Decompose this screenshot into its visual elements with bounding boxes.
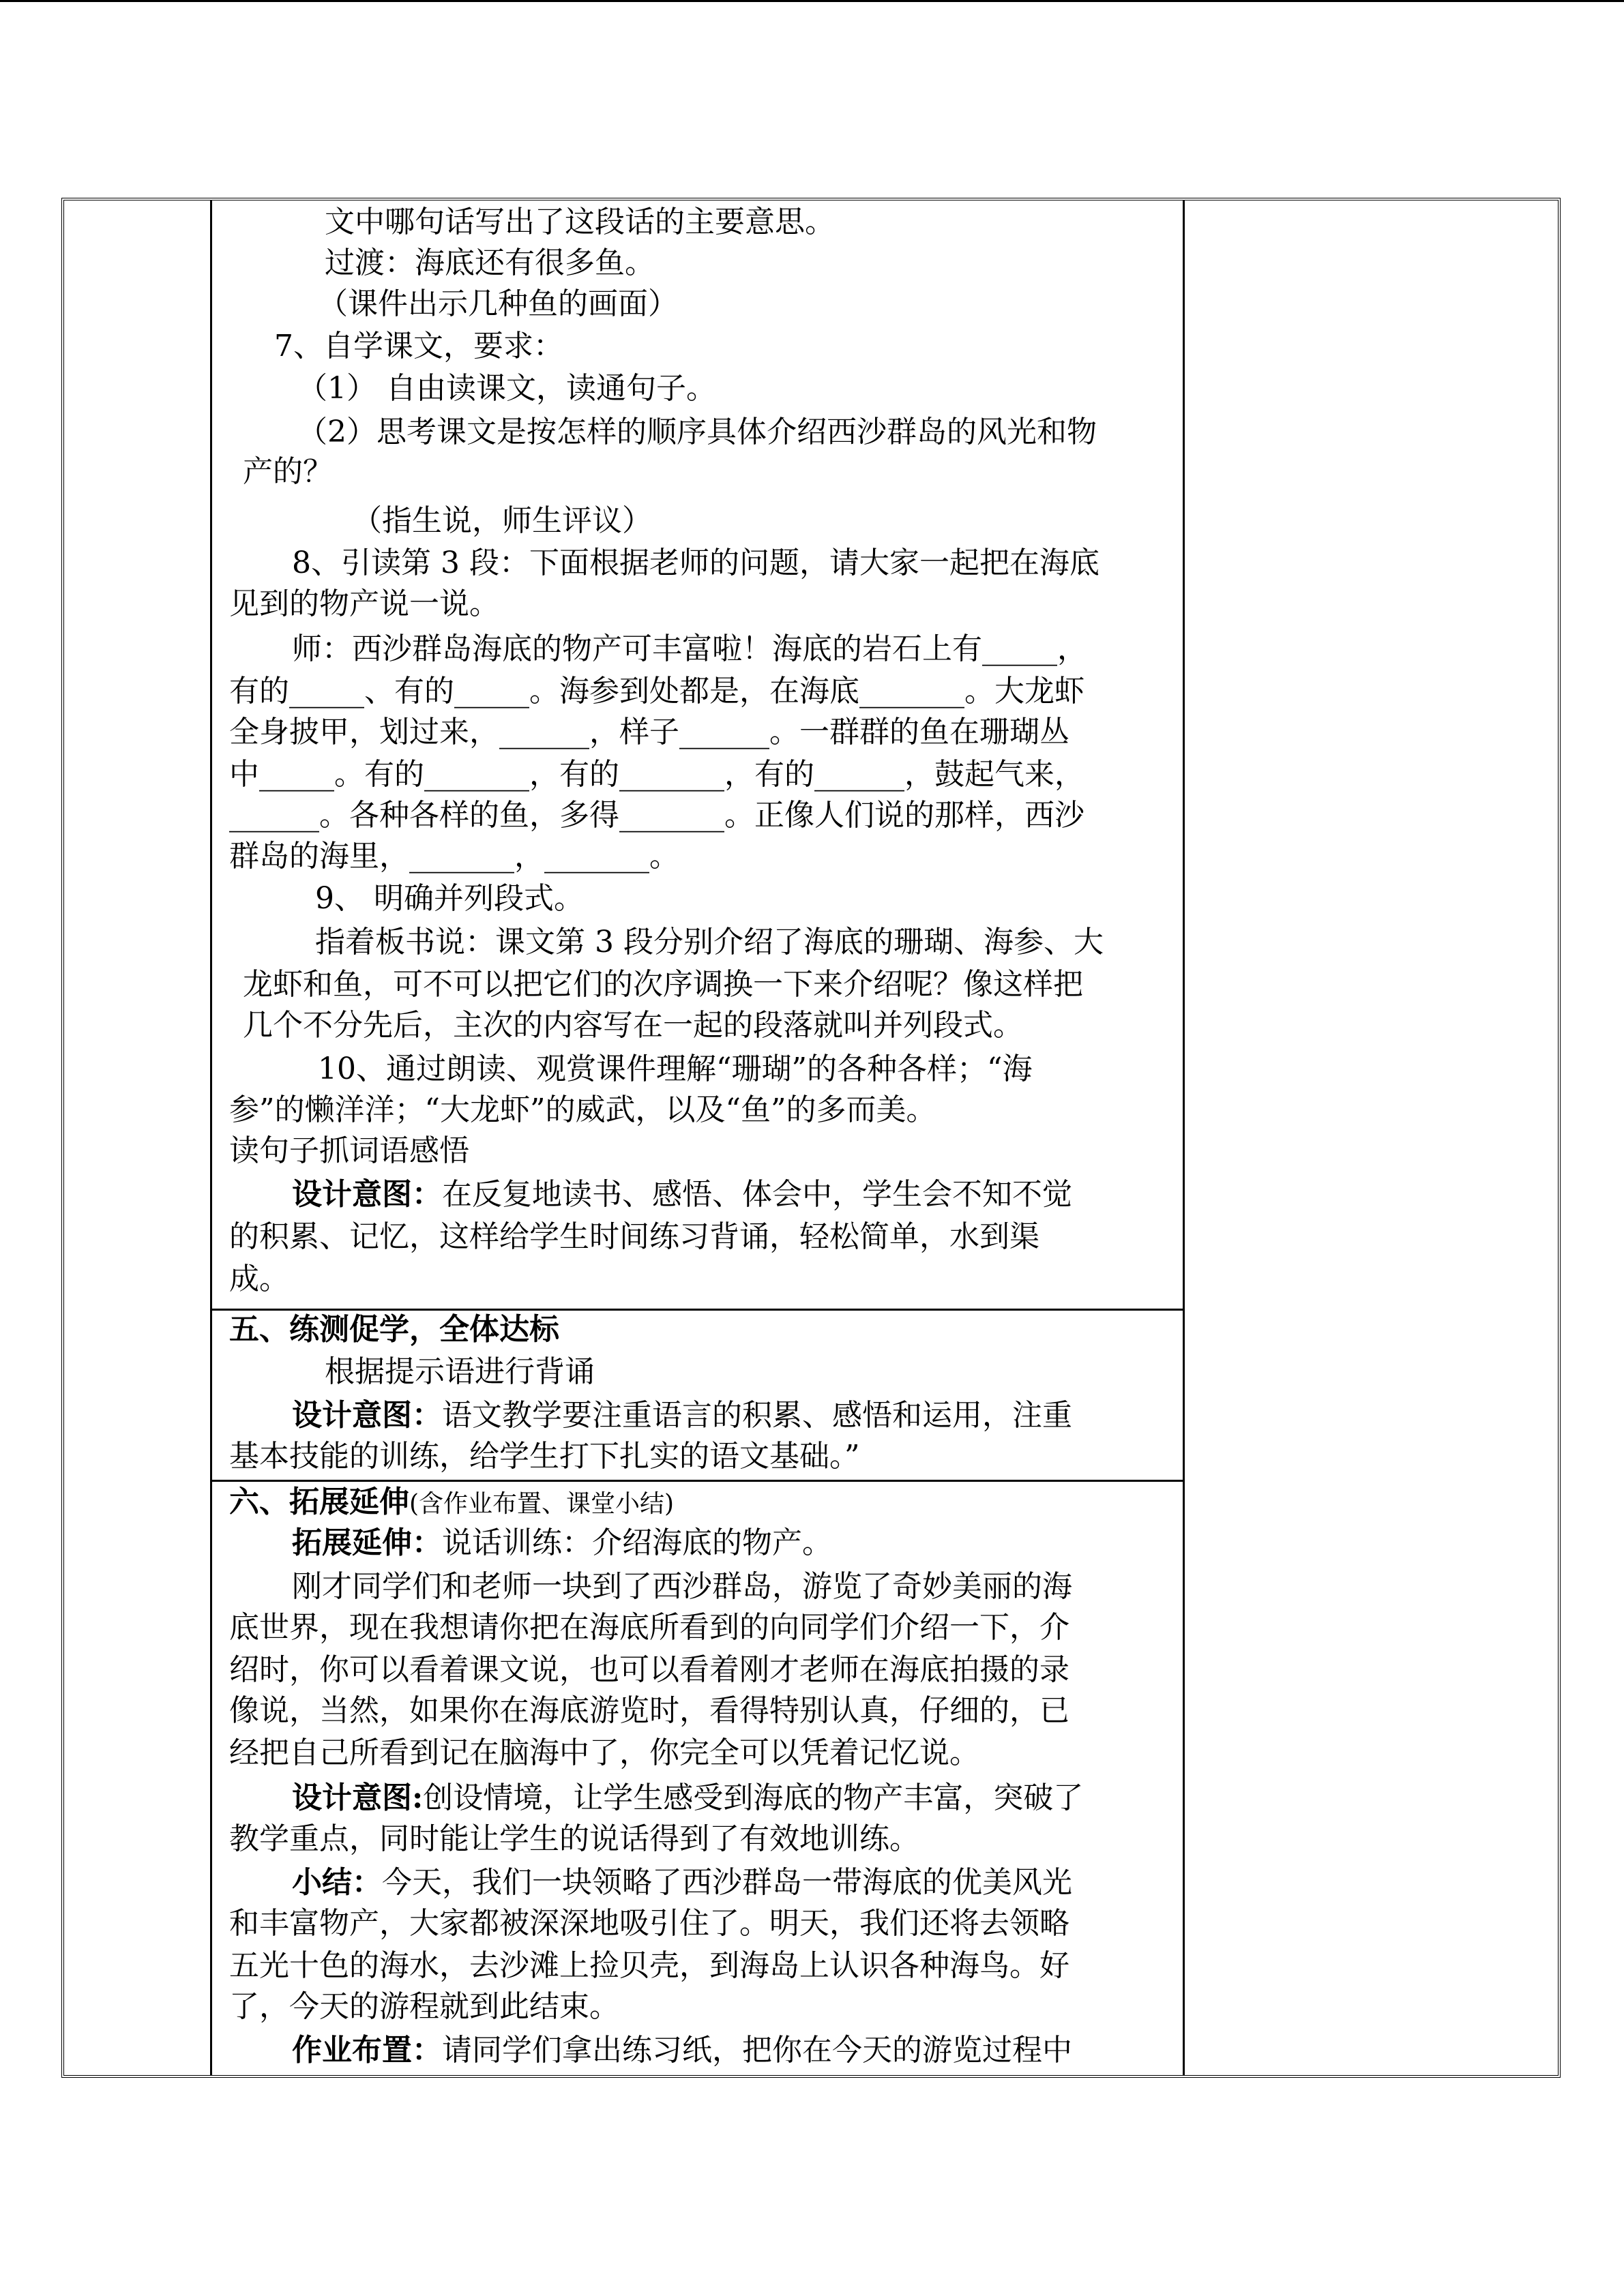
text-line: 五光十色的海水，去沙滩上捡贝壳，到海岛上认识各种海鸟。好 bbox=[229, 1948, 1069, 1983]
text-line: 7、自学课文，要求： bbox=[274, 329, 563, 363]
text-line: 和丰富物产，大家都被深深地吸引住了。明天，我们还将去领略 bbox=[229, 1906, 1069, 1941]
page-top-rule bbox=[0, 0, 1624, 2]
design-intent-line bbox=[292, 1779, 1083, 1817]
text-line: 刚才同学们和老师一块到了西沙群岛，游览了奇妙美丽的海 bbox=[292, 1569, 1072, 1604]
summary-label: 小结： bbox=[292, 1865, 382, 1900]
text-line: 经把自己所看到记在脑海中了，你完全可以凭着记忆说。 bbox=[229, 1735, 979, 1770]
section5-heading-text: 五、练测促学，全体达标 bbox=[229, 1312, 559, 1347]
summary-line bbox=[292, 1864, 1072, 1902]
design-intent-label: 设计意图： bbox=[292, 1177, 442, 1212]
text-line: 教学重点，同时能让学生的说话得到了有效地训练。 bbox=[229, 1821, 919, 1856]
text-line: 根据提示语进行背诵 bbox=[325, 1354, 595, 1389]
text-line: 指着板书说：课文第 3 段分别介绍了海底的珊瑚、海参、大 bbox=[315, 925, 1104, 959]
section6-heading-note: (含作业布置、课堂小结) bbox=[409, 1490, 675, 1518]
homework-text: 请同学们拿出练习纸，把你在今天的游览过程中 bbox=[442, 2033, 1072, 2068]
section6-heading bbox=[229, 1483, 674, 1523]
text-line: 9、 明确并列段式。 bbox=[315, 881, 584, 916]
text-line: （课件出示几种鱼的画面） bbox=[318, 286, 678, 321]
design-intent-line bbox=[292, 1176, 1072, 1214]
text-line: 像说，当然，如果你在海底游览时，看得特别认真，仔细的，已 bbox=[229, 1693, 1069, 1728]
text-line: 的积累、记忆，这样给学生时间练习背诵，轻松简单，水到渠 bbox=[229, 1219, 1039, 1254]
text-line: 绍时，你可以看着课文说，也可以看着刚才老师在海底拍摄的录 bbox=[229, 1652, 1069, 1687]
section6-heading-text: 六、拓展延伸 bbox=[229, 1485, 409, 1519]
text-line: （1） 自由读课文，读通句子。 bbox=[297, 371, 716, 406]
text-line: 几个不分先后，主次的内容写在一起的段落就叫并列段式。 bbox=[243, 1008, 1023, 1043]
extension-label: 拓展延伸： bbox=[292, 1525, 442, 1560]
text-line: 成。 bbox=[229, 1262, 289, 1296]
text-line: 过渡：海底还有很多鱼。 bbox=[325, 245, 655, 280]
text-line: 基本技能的训练，给学生打下扎实的语文基础。” bbox=[229, 1439, 860, 1474]
lesson-plan-table bbox=[61, 198, 1561, 2078]
extension-text: 说话训练：介绍海底的物产。 bbox=[442, 1525, 832, 1560]
text-line: 有的_____、有的_____。海参到处都是，在海底_______。大龙虾 bbox=[229, 674, 1084, 709]
homework-line bbox=[292, 2031, 1072, 2070]
row-divider-section6 bbox=[210, 1480, 1185, 1482]
text-line: 读句子抓词语感悟 bbox=[229, 1133, 469, 1168]
section5-heading bbox=[229, 1311, 559, 1349]
text-line: 中_____。有的_______，有的_______，有的______，鼓起气来， bbox=[229, 757, 1084, 792]
column-divider-right bbox=[1183, 200, 1185, 2075]
text-line: 8、引读第 3 段：下面根据老师的问题，请大家一起把在海底 bbox=[292, 546, 1099, 580]
text-line: 参”的懒洋洋；“大龙虾”的威武，以及“鱼”的多而美。 bbox=[229, 1092, 936, 1127]
column-divider-left bbox=[210, 200, 212, 2075]
text-line: （指生说，师生评议） bbox=[352, 503, 652, 538]
text-line: 底世界，现在我想请你把在海底所看到的向同学们介绍一下，介 bbox=[229, 1610, 1069, 1645]
text-line: 全身披甲，划过来，______，样子______。一群群的鱼在珊瑚丛 bbox=[229, 715, 1069, 749]
summary-text: 今天，我们一块领略了西沙群岛一带海底的优美风光 bbox=[382, 1865, 1072, 1900]
text-line: 了，今天的游程就到此结束。 bbox=[229, 1989, 619, 2024]
text-line: 师：西沙群岛海底的物产可丰富啦！海底的岩石上有_____， bbox=[292, 631, 1087, 666]
text-line: 10、通过朗读、观赏课件理解“珊瑚”的各种各样；“海 bbox=[318, 1052, 1033, 1086]
design-intent-text: 在反复地读书、感悟、体会中，学生会不知不觉 bbox=[442, 1177, 1072, 1212]
design-intent-text: 创设情境，让学生感受到海底的物产丰富，突破了 bbox=[423, 1780, 1084, 1815]
design-intent-label: 设计意图: bbox=[292, 1780, 424, 1815]
design-intent-line bbox=[292, 1397, 1072, 1435]
text-line: 产的？ bbox=[243, 454, 333, 489]
design-intent-text: 语文教学要注重语言的积累、感悟和运用，注重 bbox=[442, 1398, 1072, 1433]
text-line: ______。各种各样的鱼，多得_______。正像人们说的那样，西沙 bbox=[229, 798, 1084, 833]
extension-line bbox=[292, 1524, 832, 1562]
text-line: 见到的物产说一说。 bbox=[229, 586, 499, 621]
homework-label: 作业布置： bbox=[292, 2033, 442, 2068]
text-line: 群岛的海里，_______，_______。 bbox=[229, 839, 679, 874]
text-line: 龙虾和鱼，可不可以把它们的次序调换一下来介绍呢？像这样把 bbox=[243, 967, 1083, 1002]
text-line: 文中哪句话写出了这段话的主要意思。 bbox=[325, 205, 835, 239]
design-intent-label: 设计意图： bbox=[292, 1398, 442, 1433]
text-line: （2）思考课文是按怎样的顺序具体介绍西沙群岛的风光和物 bbox=[297, 415, 1097, 449]
